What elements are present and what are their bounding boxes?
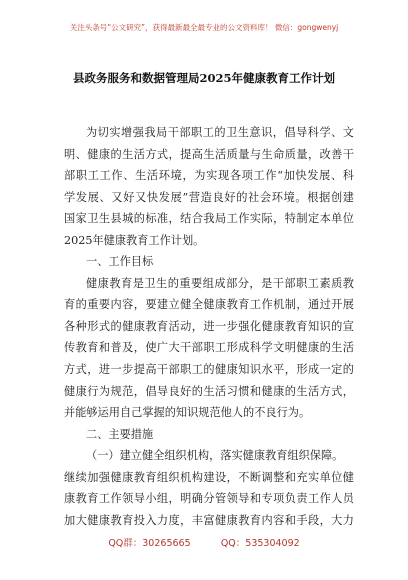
paragraph-line: 继续加强健康教育组织机构建设，不断调整和充实单位健 xyxy=(64,470,354,484)
paragraph-line: 国家卫生县城的标准，结合我局工作实际，特制定本单位 xyxy=(64,212,354,226)
footer-qq: QQ：535304092 xyxy=(220,538,300,549)
paragraph-line: 方式，进一步提高干部职工的健康知识水平，形成一定的 xyxy=(64,363,354,377)
footer-qq-group: QQ群：30265665 xyxy=(108,538,191,549)
section-heading: 一、工作目标 xyxy=(86,255,154,269)
header-notice: 关注头条号“公文研究”，获得最新最全最专业的公文资料库！ 微信：gongwenyj xyxy=(69,23,339,32)
paragraph-line: 育的重要内容，要建立健全健康教育工作机制，通过开展 xyxy=(64,298,354,312)
footer-contact xyxy=(0,535,408,549)
subsection-heading: （一）建立健全组织机构，落实健康教育组织保障。 xyxy=(86,449,344,463)
paragraph-line: 2025年健康教育工作计划。 xyxy=(64,233,205,247)
paragraph-line: 明、健康的生活方式，提高生活质量与生命质量，改善干 xyxy=(64,147,354,161)
paragraph-line: 各种形式的健康教育活动，进一步强化健康教育知识的宣 xyxy=(64,319,354,333)
document-title: 县政务服务和数据管理局2025年健康教育工作计划 xyxy=(72,71,335,85)
paragraph-line: 部职工工作、生活环境，为实现各项工作“加快发展、科 xyxy=(64,169,354,183)
paragraph-line: 传教育和普及，使广大干部职工形成科学文明健康的生活 xyxy=(64,341,354,355)
section-heading: 二、主要措施 xyxy=(86,427,154,441)
document-body xyxy=(64,122,354,531)
paragraph-line: 健康教育是卫生的重要组成部分，是干部职工素质教 xyxy=(86,276,354,290)
paragraph-line: 学发展、又好又快发展”营造良好的社会环境。根据创建 xyxy=(64,190,354,204)
paragraph-line: 加大健康教育投入力度，丰富健康教育内容和手段，大力 xyxy=(64,513,354,527)
paragraph-line: 为切实增强我局干部职工的卫生意识，倡导科学、文 xyxy=(86,126,354,139)
paragraph-line: 健康行为规范，倡导良好的生活习惯和健康的生活方式， xyxy=(64,384,354,398)
paragraph-line: 并能够运用自己掌握的知识规范他人的不良行为。 xyxy=(64,406,311,420)
paragraph-line: 康教育工作领导小组，明确分管领导和专项负责工作人员 xyxy=(64,492,354,506)
